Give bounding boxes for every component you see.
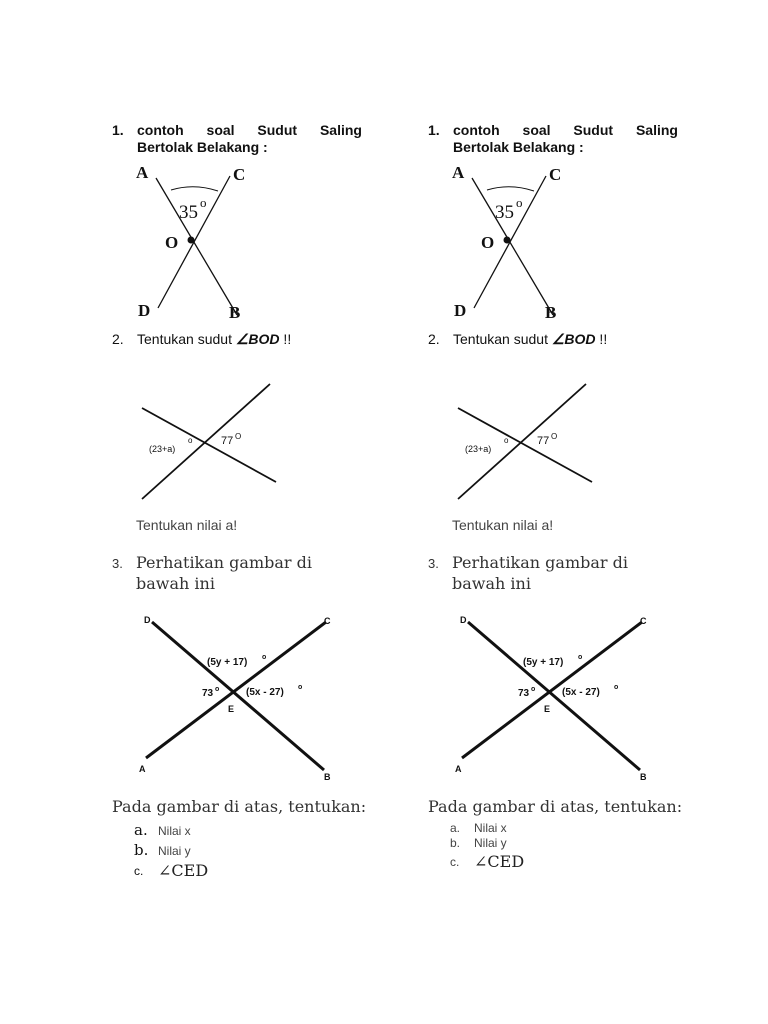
- label-c: C: [640, 616, 647, 626]
- angle-left-label: (23+a): [465, 444, 492, 454]
- figure-vertical-angles-2: [134, 378, 279, 506]
- angle-top-label: (5y + 17): [207, 657, 248, 668]
- option-letter: a.: [450, 821, 461, 835]
- option-letter: c.: [134, 864, 144, 878]
- question-text: Perhatikan gambar di bawah ini: [136, 553, 313, 593]
- figure-vertical-angles-1: [134, 160, 274, 325]
- question-word: Sudut: [257, 122, 298, 138]
- option-text: Nilai y: [158, 844, 191, 858]
- angle-right-label: (5x - 27): [562, 687, 600, 698]
- label-b: B: [324, 772, 331, 782]
- option-text: ∠CED: [158, 861, 209, 880]
- option-letter: a.: [134, 821, 148, 839]
- angle-top-label: (5y + 17): [523, 657, 564, 668]
- vertex-point: [188, 237, 195, 244]
- label-a: A: [139, 764, 146, 774]
- label-e: E: [544, 704, 551, 714]
- angle-symbol: ∠: [551, 331, 565, 347]
- option-text: Nilai x: [158, 824, 191, 838]
- question-word: soal: [206, 122, 235, 138]
- label-d: D: [144, 615, 151, 625]
- label-c: C: [233, 165, 246, 184]
- angle-right-label: (5x - 27): [246, 687, 284, 698]
- label-a: A: [452, 163, 465, 182]
- degree-mark-right: O: [235, 432, 242, 441]
- question-number: 3.: [112, 556, 123, 571]
- angle-left-label: 73: [202, 688, 214, 699]
- question-prefix: Tentukan sudut: [137, 331, 236, 347]
- angle-right-label: 77: [221, 435, 234, 447]
- degree-mark-right: o: [614, 684, 619, 691]
- angle-name: BOD: [248, 331, 280, 347]
- instruction-text: Pada gambar di atas, tentukan:: [428, 797, 683, 816]
- figure-intersecting-lines: [450, 608, 658, 786]
- question-text: [453, 331, 607, 348]
- instruction-text: Pada gambar di atas, tentukan:: [112, 797, 367, 816]
- question-word: Saling: [319, 122, 362, 138]
- degree-mark: o: [200, 195, 207, 210]
- question-number: 1.: [428, 122, 440, 138]
- question-suffix: !!: [279, 331, 292, 347]
- question-number: 2.: [428, 331, 440, 347]
- label-o: O: [481, 233, 495, 252]
- angle-right-label: 77: [537, 435, 550, 447]
- label-d: D: [138, 301, 151, 320]
- question-word: contoh: [453, 122, 500, 138]
- question-text-line-1: [453, 122, 678, 139]
- angle-arc: [487, 187, 534, 191]
- degree-mark-right: O: [551, 432, 558, 441]
- degree-mark-left: o: [504, 436, 509, 445]
- angle-value: 35: [179, 202, 198, 223]
- option-text: ∠CED: [474, 852, 525, 871]
- degree-mark-left: o: [215, 686, 220, 693]
- line-2: [142, 384, 270, 499]
- instruction-text: Tentukan nilai a!: [452, 517, 554, 533]
- degree-mark-right: o: [298, 684, 303, 691]
- label-o: O: [165, 233, 179, 252]
- label-b: B: [545, 303, 557, 322]
- degree-mark-top: o: [578, 654, 583, 661]
- question-text-line-2: Bertolak Belakang :: [453, 139, 584, 155]
- question-text: [137, 331, 291, 348]
- option-letter: b.: [450, 836, 461, 850]
- label-e: E: [228, 704, 235, 714]
- vertex-point: [504, 237, 511, 244]
- angle-value: 35: [495, 202, 514, 223]
- figure-vertical-angles-1: [450, 160, 590, 325]
- degree-mark-left: o: [188, 436, 193, 445]
- option-letter: b.: [134, 841, 149, 859]
- question-text: Perhatikan gambar di bawah ini: [452, 553, 629, 593]
- worksheet-column-right: [428, 0, 688, 1024]
- question-text-line-1: [137, 122, 362, 139]
- question-number: 3.: [428, 556, 439, 571]
- figure-vertical-angles-2: [450, 378, 595, 506]
- question-text-line-2: Bertolak Belakang :: [137, 139, 268, 155]
- label-c: C: [549, 165, 562, 184]
- instruction-text: Tentukan nilai a!: [136, 517, 238, 533]
- angle-left-label: (23+a): [149, 444, 176, 454]
- angle-symbol: ∠: [235, 331, 249, 347]
- option-letter: c.: [450, 855, 460, 869]
- question-word: contoh: [137, 122, 184, 138]
- angle-arc: [171, 187, 218, 191]
- question-number: 1.: [112, 122, 124, 138]
- question-suffix: !!: [595, 331, 608, 347]
- label-a: A: [136, 163, 149, 182]
- label-b: B: [640, 772, 647, 782]
- degree-mark-left: o: [531, 686, 536, 693]
- question-prefix: Tentukan sudut: [453, 331, 552, 347]
- label-d: D: [460, 615, 467, 625]
- label-d: D: [454, 301, 467, 320]
- label-c: C: [324, 616, 331, 626]
- figure-intersecting-lines: [134, 608, 342, 786]
- question-number: 2.: [112, 331, 124, 347]
- label-b: B: [229, 303, 241, 322]
- degree-mark-top: o: [262, 654, 267, 661]
- angle-left-label: 73: [518, 688, 530, 699]
- degree-mark: o: [516, 195, 523, 210]
- line-2: [458, 384, 586, 499]
- worksheet-column-left: [112, 0, 372, 1024]
- question-word: Saling: [635, 122, 678, 138]
- option-text: Nilai y: [474, 836, 507, 850]
- question-word: soal: [522, 122, 551, 138]
- question-word: Sudut: [573, 122, 614, 138]
- angle-name: BOD: [564, 331, 596, 347]
- option-text: Nilai x: [474, 821, 507, 835]
- label-a: A: [455, 764, 462, 774]
